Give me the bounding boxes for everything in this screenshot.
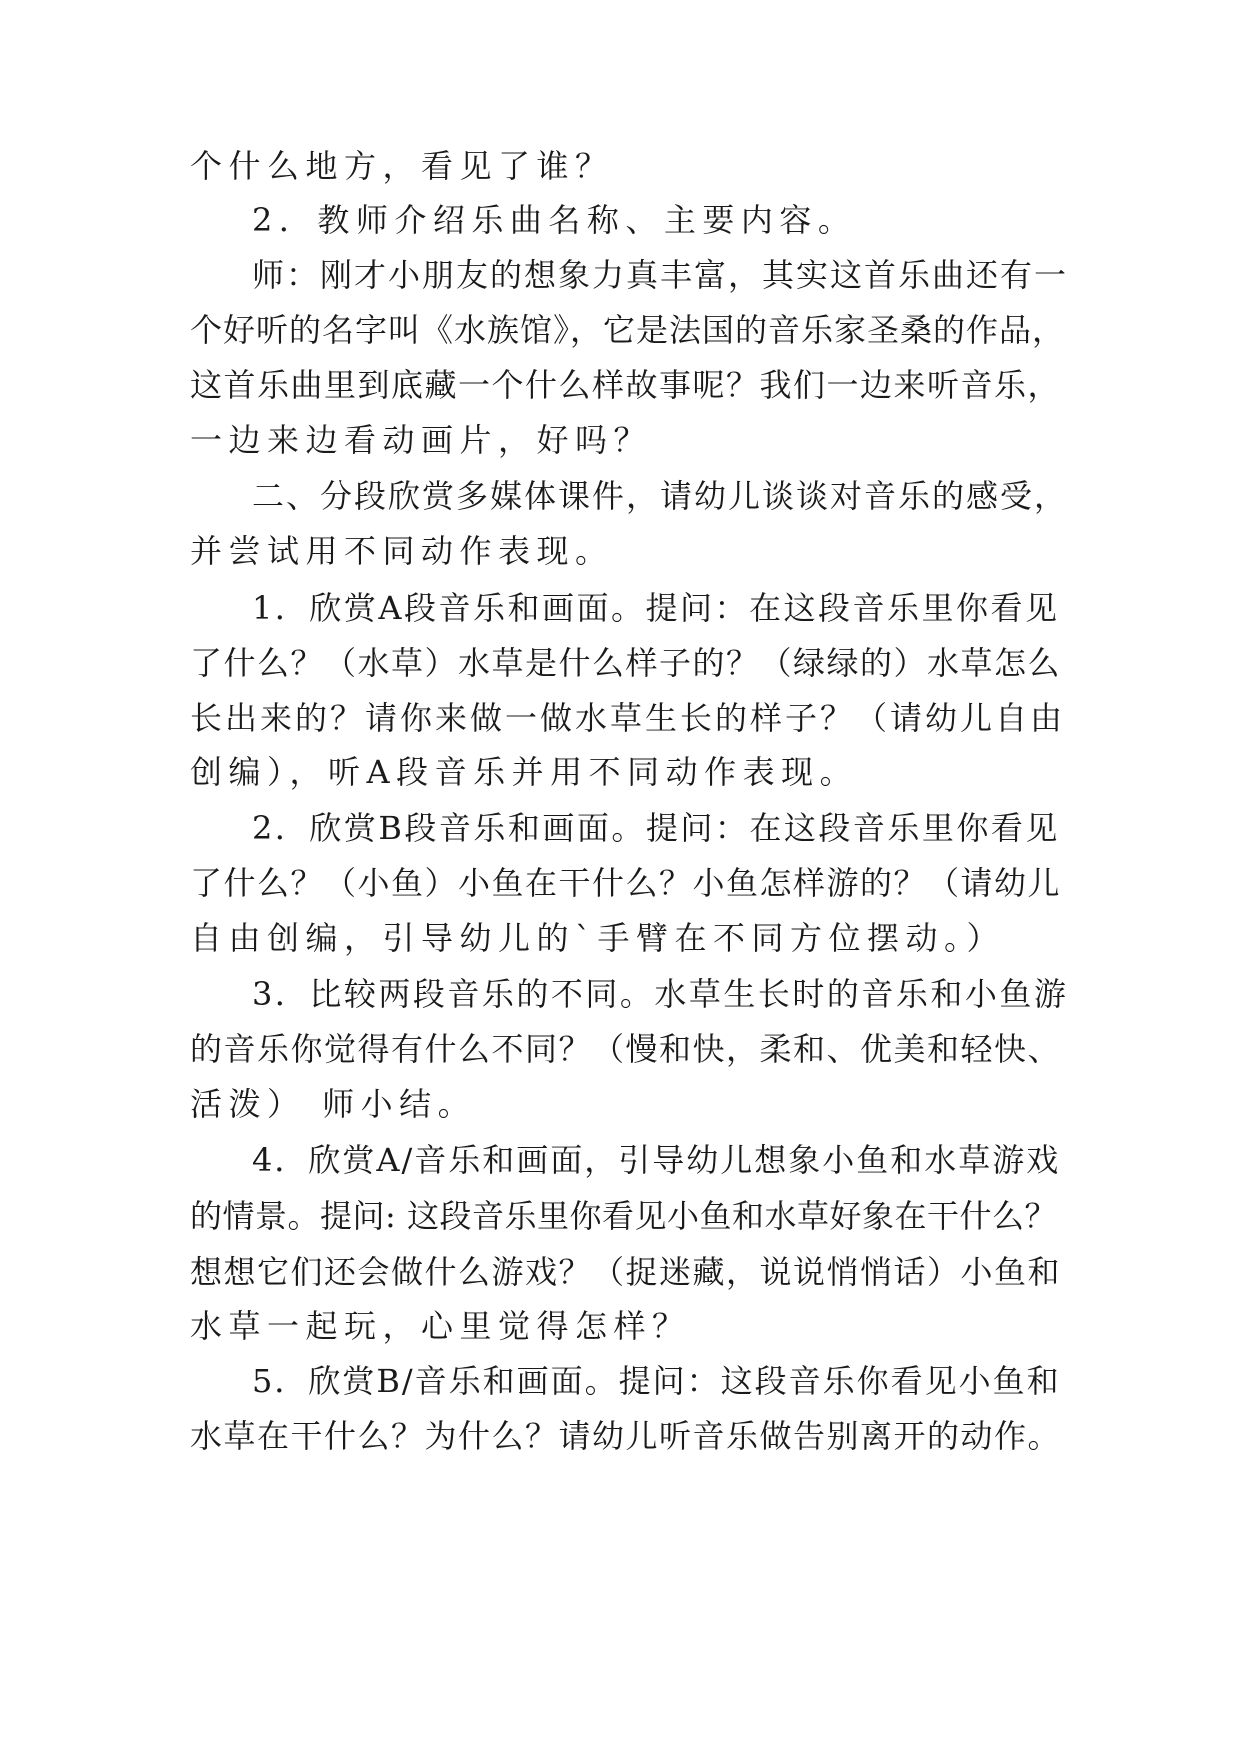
text-line: 个什么地方，看见了谁？ xyxy=(190,147,614,185)
text-line: 了什么？（水草）水草是什么样子的？（绿绿的）水草怎么 xyxy=(190,644,1062,682)
text-line: 这首乐曲里到底藏一个什么样故事呢？我们一边来听音乐， xyxy=(190,366,1062,404)
text-line: 5．欣赏B/音乐和画面。提问：这段音乐你看见小鱼和 xyxy=(252,1362,1061,1400)
text-line: 师：刚才小朋友的想象力真丰富，其实这首乐曲还有一 xyxy=(252,256,1069,294)
text-line: 了什么？（小鱼）小鱼在干什么？小鱼怎样游的？（请幼儿 xyxy=(190,864,1062,902)
text-line: 二、分段欣赏多媒体课件，请幼儿谈谈对音乐的感受， xyxy=(252,477,1069,515)
text-line: 想想它们还会做什么游戏？（捉迷藏，说说悄悄话）小鱼和 xyxy=(190,1253,1062,1291)
text-line: 水草一起玩，心里觉得怎样？ xyxy=(190,1307,691,1345)
text-line: 长出来的？请你来做一做水草生长的样子？（请幼儿自由 xyxy=(190,699,1066,737)
text-line: 水草在干什么？为什么？请幼儿听音乐做告别离开的动作。 xyxy=(190,1417,1062,1455)
text-line: 自由创编，引导幼儿的`手臂在不同方位摆动。） xyxy=(190,919,1006,957)
text-line: 个好听的名字叫《水族馆》，它是法国的音乐家圣桑的作品， xyxy=(190,311,1066,349)
text-line: 并尝试用不同动作表现。 xyxy=(190,532,614,570)
text-line: 1．欣赏A段音乐和画面。提问：在这段音乐里你看见 xyxy=(252,589,1060,627)
text-line: 创编），听A段音乐并用不同动作表现。 xyxy=(190,753,859,791)
text-line: 一边来边看动画片，好吗？ xyxy=(190,421,653,459)
text-line: 3．比较两段音乐的不同。水草生长时的音乐和小鱼游 xyxy=(252,975,1069,1013)
text-line: 4．欣赏A/音乐和画面，引导幼儿想象小鱼和水草游戏 xyxy=(252,1141,1061,1179)
text-line: 活泼） 师小结。 xyxy=(190,1085,477,1123)
text-line: 2．教师介绍乐曲名称、主要内容。 xyxy=(252,201,857,239)
text-line: 的情景。提问: 这段音乐里你看见小鱼和水草好象在干什么？ xyxy=(190,1197,1057,1235)
text-line: 2．欣赏B段音乐和画面。提问：在这段音乐里你看见 xyxy=(252,809,1060,847)
text-line: 的音乐你觉得有什么不同？（慢和快，柔和、优美和轻快、 xyxy=(190,1030,1062,1068)
